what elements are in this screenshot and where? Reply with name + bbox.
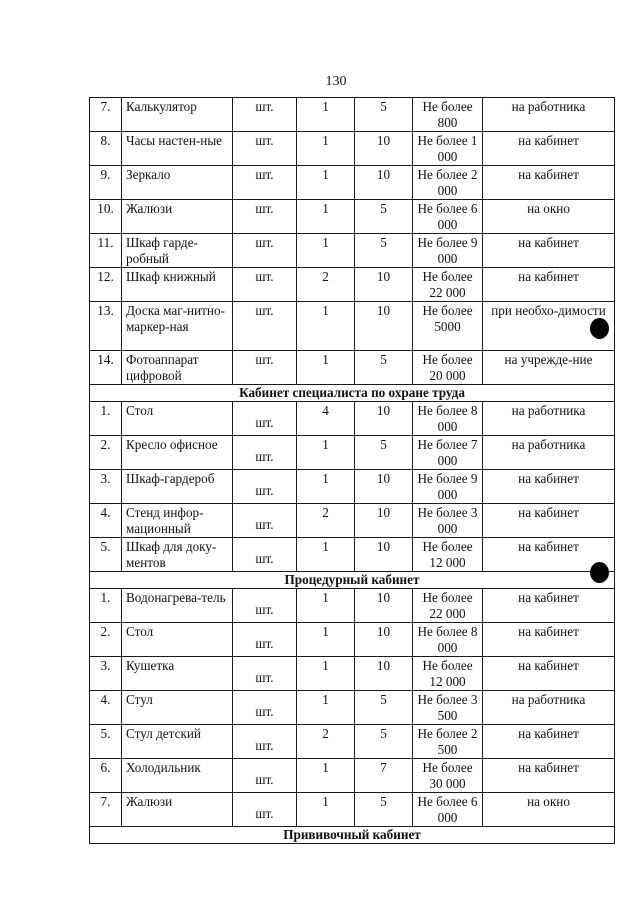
- allocation-basis: на кабинет: [483, 268, 615, 302]
- quantity: 1: [297, 589, 355, 623]
- table-row: [90, 623, 615, 657]
- price-limit: Не более 12 000: [413, 657, 483, 691]
- unit-of-measure: шт.: [233, 589, 297, 623]
- allocation-basis: на кабинет: [483, 725, 615, 759]
- unit-of-measure: шт.: [233, 234, 297, 268]
- row-number: 11.: [90, 234, 122, 268]
- service-life-years: 10: [355, 470, 413, 504]
- row-number: 2.: [90, 436, 122, 470]
- table-row: [90, 538, 615, 572]
- table-row: [90, 504, 615, 538]
- quantity: 1: [297, 436, 355, 470]
- allocation-basis: на учрежде-ние: [483, 351, 615, 385]
- item-name: Стул детский: [122, 725, 233, 759]
- service-life-years: 7: [355, 759, 413, 793]
- quantity: 2: [297, 268, 355, 302]
- unit-of-measure: шт.: [233, 98, 297, 132]
- unit-of-measure: шт.: [233, 132, 297, 166]
- unit-of-measure: шт.: [233, 759, 297, 793]
- item-name: Жалюзи: [122, 200, 233, 234]
- item-name: Стол: [122, 402, 233, 436]
- price-limit: Не более 9 000: [413, 470, 483, 504]
- row-number: 1.: [90, 589, 122, 623]
- unit-of-measure: шт.: [233, 691, 297, 725]
- unit-of-measure: шт.: [233, 793, 297, 827]
- price-limit: Не более 3 500: [413, 691, 483, 725]
- service-life-years: 10: [355, 623, 413, 657]
- item-name: Стенд инфор-мационный: [122, 504, 233, 538]
- unit-of-measure: шт.: [233, 268, 297, 302]
- service-life-years: 5: [355, 691, 413, 725]
- allocation-basis: на кабинет: [483, 657, 615, 691]
- price-limit: Не более 20 000: [413, 351, 483, 385]
- table-row: [90, 132, 615, 166]
- unit-of-measure: шт.: [233, 351, 297, 385]
- table-row: [90, 166, 615, 200]
- quantity: 1: [297, 132, 355, 166]
- item-name: Кресло офисное: [122, 436, 233, 470]
- allocation-basis: на кабинет: [483, 538, 615, 572]
- item-name: Водонагрева-тель: [122, 589, 233, 623]
- row-number: 10.: [90, 200, 122, 234]
- hole-punch-mark-upper: [590, 318, 609, 339]
- table-row: [90, 657, 615, 691]
- row-number: 4.: [90, 504, 122, 538]
- item-name: Холодильник: [122, 759, 233, 793]
- table-row: [90, 725, 615, 759]
- service-life-years: 10: [355, 268, 413, 302]
- unit-of-measure: шт.: [233, 725, 297, 759]
- quantity: 1: [297, 98, 355, 132]
- allocation-basis: на кабинет: [483, 504, 615, 538]
- item-name: Шкаф гарде-робный: [122, 234, 233, 268]
- table-row: [90, 759, 615, 793]
- quantity: 1: [297, 691, 355, 725]
- price-limit: Не более 6 000: [413, 200, 483, 234]
- price-limit: Не более 3 000: [413, 504, 483, 538]
- service-life-years: 10: [355, 657, 413, 691]
- table-row: [90, 98, 615, 132]
- allocation-basis: на кабинет: [483, 589, 615, 623]
- price-limit: Не более 30 000: [413, 759, 483, 793]
- allocation-basis: на окно: [483, 200, 615, 234]
- quantity: 1: [297, 538, 355, 572]
- unit-of-measure: шт.: [233, 504, 297, 538]
- price-limit: Не более 22 000: [413, 268, 483, 302]
- unit-of-measure: шт.: [233, 200, 297, 234]
- section-title: Кабинет специалиста по охране труда: [90, 385, 615, 402]
- item-name: Доска маг-нитно-маркер-ная: [122, 302, 233, 351]
- allocation-basis: на работника: [483, 436, 615, 470]
- service-life-years: 10: [355, 302, 413, 351]
- quantity: 1: [297, 793, 355, 827]
- item-name: Стол: [122, 623, 233, 657]
- row-number: 8.: [90, 132, 122, 166]
- table-row: [90, 200, 615, 234]
- unit-of-measure: шт.: [233, 402, 297, 436]
- row-number: 14.: [90, 351, 122, 385]
- item-name: Жалюзи: [122, 793, 233, 827]
- price-limit: Не более 5000: [413, 302, 483, 351]
- price-limit: Не более 9 000: [413, 234, 483, 268]
- service-life-years: 10: [355, 538, 413, 572]
- item-name: Шкаф книжный: [122, 268, 233, 302]
- section-header-row: [90, 385, 615, 402]
- table-row: [90, 436, 615, 470]
- quantity: 1: [297, 166, 355, 200]
- table-row: [90, 268, 615, 302]
- row-number: 12.: [90, 268, 122, 302]
- hole-punch-mark-lower: [590, 562, 609, 583]
- item-name: Шкаф для доку-ментов: [122, 538, 233, 572]
- service-life-years: 5: [355, 98, 413, 132]
- price-limit: Не более 12 000: [413, 538, 483, 572]
- row-number: 7.: [90, 793, 122, 827]
- item-name: Кушетка: [122, 657, 233, 691]
- quantity: 1: [297, 351, 355, 385]
- unit-of-measure: шт.: [233, 166, 297, 200]
- row-number: 4.: [90, 691, 122, 725]
- table-row: [90, 402, 615, 436]
- service-life-years: 10: [355, 402, 413, 436]
- service-life-years: 5: [355, 725, 413, 759]
- service-life-years: 5: [355, 200, 413, 234]
- unit-of-measure: шт.: [233, 623, 297, 657]
- service-life-years: 5: [355, 436, 413, 470]
- item-name: Часы настен-ные: [122, 132, 233, 166]
- row-number: 6.: [90, 759, 122, 793]
- allocation-basis: на кабинет: [483, 759, 615, 793]
- unit-of-measure: шт.: [233, 657, 297, 691]
- unit-of-measure: шт.: [233, 470, 297, 504]
- service-life-years: 5: [355, 793, 413, 827]
- row-number: 5.: [90, 538, 122, 572]
- service-life-years: 5: [355, 351, 413, 385]
- page-number: 130: [325, 74, 347, 89]
- item-name: Шкаф-гардероб: [122, 470, 233, 504]
- row-number: 3.: [90, 657, 122, 691]
- table-row: [90, 793, 615, 827]
- quantity: 1: [297, 623, 355, 657]
- quantity: 2: [297, 504, 355, 538]
- section-title: Процедурный кабинет: [90, 572, 615, 589]
- service-life-years: 10: [355, 132, 413, 166]
- unit-of-measure: шт.: [233, 538, 297, 572]
- equipment-norms-table: [89, 97, 615, 844]
- table-row: [90, 691, 615, 725]
- quantity: 4: [297, 402, 355, 436]
- allocation-basis: на кабинет: [483, 234, 615, 268]
- table-row: [90, 470, 615, 504]
- price-limit: Не более 1 000: [413, 132, 483, 166]
- section-title: Прививочный кабинет: [90, 827, 615, 844]
- table-row: [90, 234, 615, 268]
- unit-of-measure: шт.: [233, 436, 297, 470]
- price-limit: Не более 800: [413, 98, 483, 132]
- price-limit: Не более 2 500: [413, 725, 483, 759]
- quantity: 1: [297, 470, 355, 504]
- price-limit: Не более 7 000: [413, 436, 483, 470]
- row-number: 1.: [90, 402, 122, 436]
- allocation-basis: на кабинет: [483, 166, 615, 200]
- item-name: Фотоаппарат цифровой: [122, 351, 233, 385]
- row-number: 5.: [90, 725, 122, 759]
- section-header-row: [90, 827, 615, 844]
- allocation-basis: на работника: [483, 98, 615, 132]
- allocation-basis: на работника: [483, 402, 615, 436]
- service-life-years: 10: [355, 589, 413, 623]
- allocation-basis: на окно: [483, 793, 615, 827]
- service-life-years: 10: [355, 504, 413, 538]
- quantity: 1: [297, 657, 355, 691]
- price-limit: Не более 8 000: [413, 402, 483, 436]
- allocation-basis: на работника: [483, 691, 615, 725]
- allocation-basis: на кабинет: [483, 623, 615, 657]
- row-number: 3.: [90, 470, 122, 504]
- row-number: 9.: [90, 166, 122, 200]
- price-limit: Не более 22 000: [413, 589, 483, 623]
- quantity: 2: [297, 725, 355, 759]
- service-life-years: 10: [355, 166, 413, 200]
- service-life-years: 5: [355, 234, 413, 268]
- row-number: 13.: [90, 302, 122, 351]
- table-row: [90, 302, 615, 351]
- unit-of-measure: шт.: [233, 302, 297, 351]
- allocation-basis: на кабинет: [483, 470, 615, 504]
- item-name: Зеркало: [122, 166, 233, 200]
- price-limit: Не более 8 000: [413, 623, 483, 657]
- quantity: 1: [297, 759, 355, 793]
- allocation-basis: на кабинет: [483, 132, 615, 166]
- row-number: 7.: [90, 98, 122, 132]
- item-name: Стул: [122, 691, 233, 725]
- price-limit: Не более 6 000: [413, 793, 483, 827]
- quantity: 1: [297, 200, 355, 234]
- table-row: [90, 351, 615, 385]
- quantity: 1: [297, 234, 355, 268]
- quantity: 1: [297, 302, 355, 351]
- section-header-row: [90, 572, 615, 589]
- table-row: [90, 589, 615, 623]
- row-number: 2.: [90, 623, 122, 657]
- allocation-basis: при необхо-димости: [483, 302, 615, 351]
- item-name: Калькулятор: [122, 98, 233, 132]
- price-limit: Не более 2 000: [413, 166, 483, 200]
